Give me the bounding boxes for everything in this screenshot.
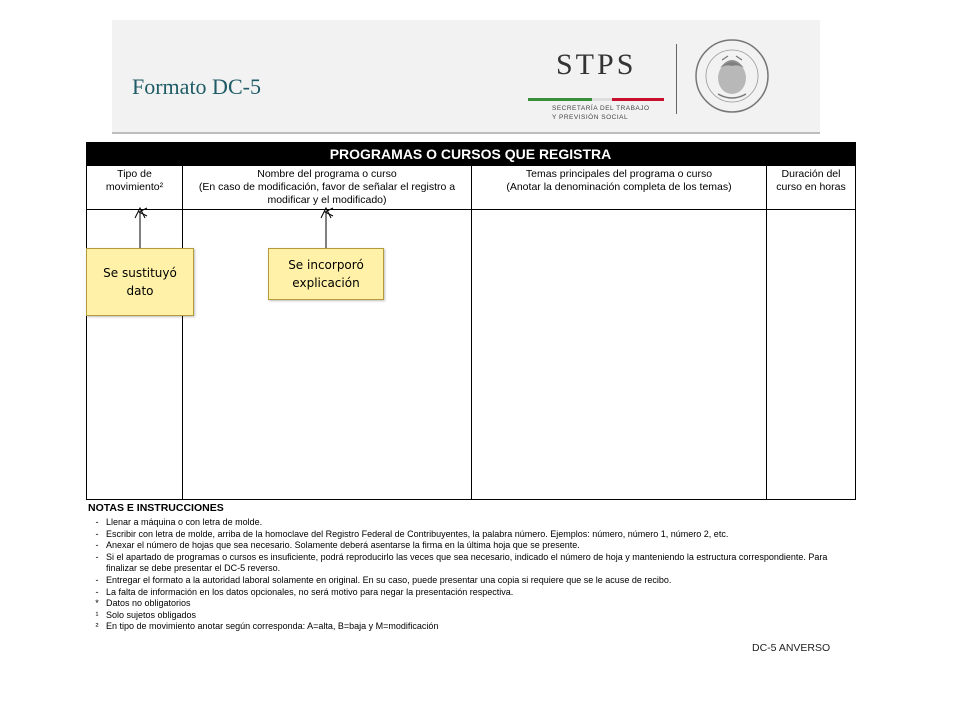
callout-line: Se incorporó bbox=[288, 258, 364, 272]
note-item bbox=[88, 621, 868, 633]
note-item bbox=[88, 540, 868, 552]
col-header-line: (Anotar la denominación completa de los temas) bbox=[506, 181, 732, 193]
stps-subtitle-line1: SECRETARÍA DEL TRABAJO bbox=[552, 105, 650, 112]
note-text: En tipo de movimiento anotar según corresponda: A=alta, B=baja y M=modificación bbox=[106, 621, 439, 632]
col-header-line: Temas principales del programa o curso bbox=[525, 168, 713, 180]
note-text: La falta de información en los datos opcionales, no será motivo para negar la presentación respectiva. bbox=[106, 586, 514, 597]
callout-explanation-added bbox=[268, 248, 384, 300]
stps-acronym: STPS bbox=[556, 48, 637, 81]
programs-table bbox=[86, 142, 856, 500]
notes-title: NOTAS E INSTRUCCIONES bbox=[88, 502, 224, 514]
note-item bbox=[88, 610, 868, 622]
col-header-line: Tipo de bbox=[117, 168, 152, 180]
callout-data-replaced bbox=[86, 248, 194, 316]
col-header-main-topics bbox=[471, 166, 766, 210]
note-text: Solo sujetos obligados bbox=[106, 609, 197, 620]
note-text: Datos no obligatorios bbox=[106, 598, 191, 609]
table-title-bar bbox=[86, 142, 855, 166]
col-header-program-name bbox=[182, 166, 471, 210]
col-header-movement-type bbox=[86, 166, 182, 210]
logo-bar-green bbox=[528, 98, 592, 101]
stps-logo bbox=[526, 44, 666, 124]
note-text: Entregar el formato a la autoridad laboral solamente en original. En su caso, puede presentar una copia si requiere que se le acuse de recibo. bbox=[106, 574, 672, 585]
callout-line: dato bbox=[126, 284, 154, 298]
logo-bar-red bbox=[612, 98, 664, 101]
page-title: Formato DC-5 bbox=[132, 74, 261, 99]
note-item bbox=[88, 587, 868, 599]
note-item bbox=[88, 529, 868, 541]
stps-subtitle bbox=[552, 105, 672, 122]
note-text: Si el apartado de programas o cursos es insuficiente, podrá reproducirlo las veces que sea necesario, indicado el número de hoja y manteniendo la estructura correspondiente. Para finalizar se debe presentar el DC-5 reverso. bbox=[106, 551, 828, 574]
col-header-line: Duración del bbox=[781, 168, 841, 180]
notes-list bbox=[88, 517, 868, 633]
table-title: PROGRAMAS O CURSOS QUE REGISTRA bbox=[329, 146, 612, 162]
note-marker: * bbox=[95, 598, 99, 609]
note-marker: - bbox=[95, 528, 99, 539]
note-item bbox=[88, 517, 868, 529]
logo-bar-white bbox=[592, 98, 612, 101]
note-text: Anexar el número de hojas que sea necesario. Solamente deberá asentarse la firma en la última hoja que se presente. bbox=[106, 540, 580, 551]
note-marker: ² bbox=[95, 621, 99, 632]
col-header-line: (En caso de modificación, favor de señalar el registro a bbox=[198, 181, 456, 193]
note-item bbox=[88, 575, 868, 587]
col-header-line: movimiento² bbox=[105, 181, 164, 193]
note-item bbox=[88, 598, 868, 610]
note-marker: - bbox=[95, 586, 99, 597]
col-header-line: modificar y el modificado) bbox=[267, 194, 387, 206]
callout-line: Se sustituyó bbox=[103, 266, 177, 280]
logo-divider bbox=[676, 44, 677, 114]
note-marker: - bbox=[95, 551, 99, 562]
note-marker: - bbox=[95, 574, 99, 585]
col-header-line: Nombre del programa o curso bbox=[257, 168, 397, 180]
note-marker: ¹ bbox=[95, 609, 99, 620]
notes-section bbox=[88, 502, 868, 633]
note-text: Llenar a máquina o con letra de molde. bbox=[106, 517, 263, 527]
col-header-duration bbox=[766, 166, 855, 210]
note-item bbox=[88, 552, 868, 575]
mexico-seal-icon bbox=[694, 38, 770, 114]
stps-subtitle-line2: Y PREVISIÓN SOCIAL bbox=[552, 113, 629, 121]
note-text: Escribir con letra de molde, arriba de la homoclave del Registro Federal de Contribuyentes, la palabra número. Ejemplos: número, número 1, número 2, etc. bbox=[106, 528, 729, 539]
note-marker: - bbox=[95, 540, 99, 551]
header-band bbox=[112, 20, 820, 134]
note-marker: - bbox=[95, 517, 99, 527]
duration-cell[interactable] bbox=[766, 210, 856, 499]
callout-line: explicación bbox=[292, 276, 360, 290]
col-header-line: curso en horas bbox=[776, 181, 846, 193]
footer-label: DC-5 ANVERSO bbox=[752, 642, 831, 654]
main-topics-cell[interactable] bbox=[471, 210, 767, 499]
